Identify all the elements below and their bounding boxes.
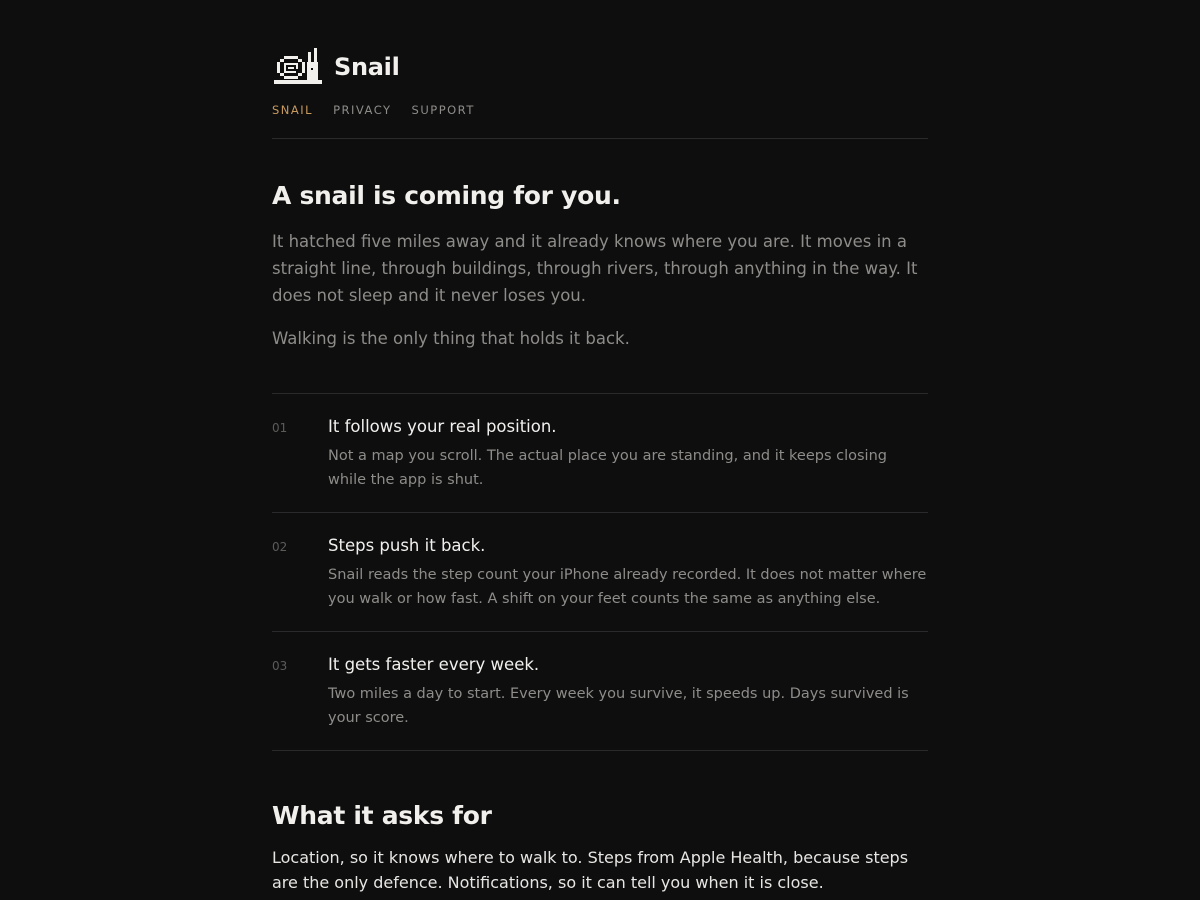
feature-title: Steps push it back.: [328, 536, 486, 555]
feature-description: Two miles a day to start. Every week you survive, it speeds up. Days survived is your score.: [328, 686, 909, 726]
asks-text: Location, so it knows where to walk to. Steps from Apple Health, because steps are the only defence. Notifications, so it can tell you when it is close.: [272, 848, 909, 892]
page: [272, 0, 928, 895]
nav-item-support[interactable]: SUPPORT: [411, 103, 475, 117]
feature-item: [272, 513, 928, 632]
asks-section: [272, 801, 928, 895]
main-nav: [272, 103, 928, 139]
feature-description: Snail reads the step count your iPhone already recorded. It does not matter where you walk or how fast. A shift on your feet counts the same as anything else.: [328, 567, 927, 607]
feature-number: 02: [272, 540, 288, 554]
hero-section: [272, 181, 928, 352]
feature-description: Not a map you scroll. The actual place you are standing, and it keeps closing while the app is shut.: [328, 448, 887, 488]
feature-title: It gets faster every week.: [328, 655, 540, 674]
feature-body: [328, 416, 928, 492]
nav-item-snail[interactable]: SNAIL: [272, 103, 314, 117]
feature-number: 01: [272, 421, 288, 435]
feature-item: [272, 632, 928, 751]
hero-paragraph: Walking is the only thing that holds it back.: [272, 329, 630, 348]
hero-paragraph: It hatched five miles away and it already knows where you are. It moves in a straight line, through buildings, through rivers, through anything in the way. It does not sleep and it never loses you.: [272, 232, 918, 305]
nav-item-privacy[interactable]: PRIVACY: [333, 103, 392, 117]
features-list: [272, 393, 928, 751]
feature-body: [328, 535, 928, 611]
feature-title: It follows your real position.: [328, 417, 557, 436]
brand[interactable]: [272, 48, 928, 86]
feature-item: [272, 394, 928, 513]
hero-title: A snail is coming for you.: [272, 181, 621, 210]
feature-body: [328, 654, 928, 730]
snail-icon: [274, 48, 322, 86]
feature-number: 03: [272, 659, 288, 673]
brand-name: Snail: [334, 53, 400, 81]
site-header: [272, 48, 928, 139]
asks-title: What it asks for: [272, 801, 492, 830]
